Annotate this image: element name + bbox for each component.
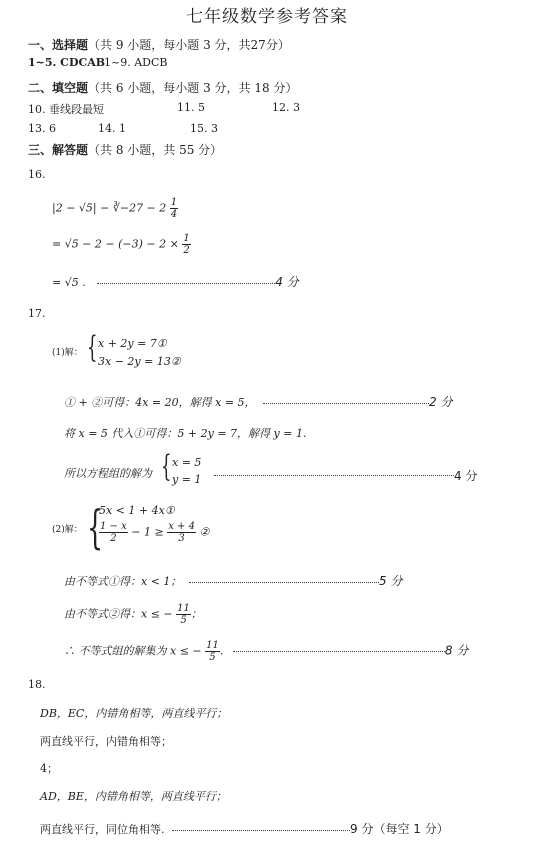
answer-row: 1~9. ADCB: [104, 56, 168, 69]
denominator: 2: [183, 245, 190, 256]
section-fill: [28, 79, 297, 96]
formula-text: |2 − √5| − ∛−27 − 2: [52, 201, 167, 215]
formula-text: ∴ 不等式组的解集为 x ≤ −: [64, 644, 202, 658]
formula-text: = √5 .: [52, 276, 86, 289]
formula-text: 由不等式①得：x < 1；: [64, 575, 182, 588]
answer-line: 4；: [40, 762, 58, 775]
formula-line: [214, 465, 477, 484]
section-desc: （共 9 小题，每小题 3 分，共27分）: [88, 38, 290, 52]
formula-line: 由不等式②得：x ≤ − $\frac{11}{5}$ ；: [64, 603, 202, 626]
formula-text: 所以方程组的解为: [64, 467, 152, 480]
answer-row: 1~5. CDCAB: [28, 56, 106, 69]
formula-line: 将 x = 5 代入①可得：5 + 2y = 7，解得 y = 1.: [64, 427, 307, 440]
answer-item: 12. 3: [272, 101, 300, 114]
dot-leader: [97, 283, 275, 284]
denominator: 5: [180, 615, 187, 626]
formula-text: ① + ②可得：4x = 20，解得 x = 5，: [64, 396, 256, 409]
numerator: x + 4: [168, 521, 195, 532]
inequality: 5x < 1 + 4x①: [99, 504, 175, 517]
part-label: (2)解：: [52, 525, 83, 535]
answer-item: 11. 5: [177, 101, 205, 114]
formula-line: [52, 197, 178, 220]
section-desc: （共 8 小题，共 55 分）: [88, 143, 223, 157]
question-number: 18.: [28, 678, 46, 691]
solution: y = 1: [172, 473, 202, 486]
brace: {: [87, 330, 98, 365]
dot-leader: [172, 830, 350, 831]
denominator: 5: [209, 652, 216, 663]
section-heading: 一、选择题: [28, 38, 89, 52]
fraction: [182, 233, 190, 256]
dot-leader: [214, 475, 454, 476]
answer-text: 两直线平行，同位角相等.: [40, 823, 165, 836]
inequality: [99, 521, 209, 544]
section-solve: [28, 141, 222, 158]
denominator: 4: [170, 209, 178, 220]
question-number: 17.: [28, 307, 46, 320]
fraction: [205, 640, 220, 663]
answer-item: 13. 6: [28, 122, 56, 135]
brace: {: [161, 449, 172, 484]
score: 2 分: [429, 395, 453, 409]
section-heading: 二、填空题: [28, 81, 89, 95]
answer-item: 10. 垂线段最短: [28, 103, 104, 116]
answer-item: 15. 3: [190, 122, 218, 135]
fraction: [170, 197, 178, 220]
formula-line: [64, 572, 402, 589]
solution: x = 5: [172, 456, 202, 469]
numerator: 1 − x: [100, 521, 127, 532]
formula-text: ②: [199, 525, 210, 539]
answer-line: 两直线平行，内错角相等；: [40, 735, 172, 748]
answer-line: DB，EC，内错角相等，两直线平行；: [40, 707, 228, 720]
question-number: 16.: [28, 168, 46, 181]
dot-leader: [263, 403, 429, 404]
section-choice: [28, 36, 290, 53]
part-label: (1)解：: [52, 348, 83, 358]
formula-line: ∴ 不等式组的解集为 x ≤ − $\frac{11}{5}$ . 8 分: [64, 640, 469, 663]
answer-item: 14. 1: [98, 122, 126, 135]
formula-text: = √5 − 2 − (−3) − 2 ×: [52, 237, 179, 251]
denominator: 3: [178, 533, 185, 544]
formula-text: − 1 ≥: [131, 525, 164, 539]
section-heading: 三、解答题: [28, 143, 89, 157]
score: 9 分（每空 1 分）: [350, 822, 449, 836]
formula-text: 由不等式②得：x ≤ −: [64, 607, 173, 621]
brace: {: [87, 500, 104, 554]
numerator: 1: [183, 233, 190, 244]
section-desc: （共 6 小题，每小题 3 分，共 18 分）: [88, 81, 298, 95]
denominator: 2: [110, 533, 117, 544]
page-title: 七年级数学参考答案: [186, 7, 348, 27]
score: 8 分: [444, 643, 469, 658]
formula-line: [52, 233, 191, 256]
score: 5 分: [378, 574, 403, 588]
numerator: 1: [170, 197, 178, 208]
score: 4 分: [454, 469, 478, 483]
dot-leader: [233, 651, 445, 652]
fraction: [176, 603, 191, 626]
score: 4 分: [275, 275, 299, 289]
numerator: 11: [177, 603, 190, 614]
formula-line: [40, 820, 449, 837]
fraction: [167, 521, 196, 544]
formula-line: [52, 273, 299, 290]
dot-leader: [189, 582, 379, 583]
fraction: [99, 521, 128, 544]
equation: 3x − 2y = 13②: [98, 355, 181, 368]
numerator: 11: [206, 640, 219, 651]
answer-line: AD，BE，内错角相等，两直线平行；: [40, 790, 227, 803]
equation: x + 2y = 7①: [98, 337, 167, 350]
formula-line: [64, 393, 452, 410]
